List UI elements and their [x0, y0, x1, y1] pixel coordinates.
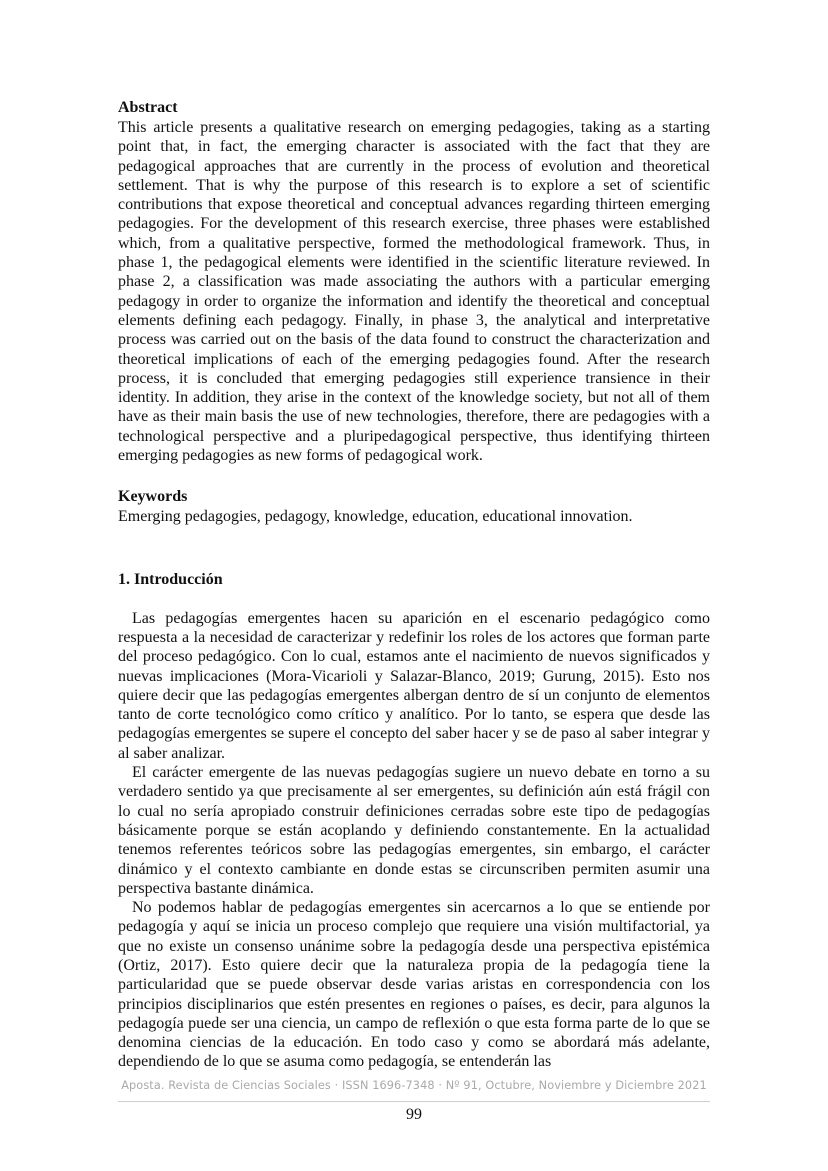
abstract-heading: Abstract — [118, 99, 178, 116]
introduction-heading: 1. Introducción — [118, 570, 223, 588]
page-number: 99 — [406, 1106, 422, 1123]
abstract-section — [118, 98, 710, 465]
introduction-paragraph: El carácter emergente de las nuevas pedagogías sugiere un nuevo debate en torno a su verdadero sentido ya que precisamente al ser emergentes, su definición aún está frágil con lo cual no sería apropiado construir definiciones cerradas sobre este tipo de pedagogías básicamente porque se están acoplando y definiendo constantemente. En la actualidad tenemos referentes teóricos sobre las pedagogías emergentes, sin embargo, el carácter dinámico y el contexto cambiante en donde estas se circunscriben permiten asumir una perspectiva bastante dinámica. — [118, 764, 710, 897]
page-body — [118, 98, 710, 1072]
keywords-section — [118, 487, 710, 526]
keywords-heading: Keywords — [118, 488, 188, 506]
introduction-paragraph: No podemos hablar de pedagogías emergentes sin acercarnos a lo que se entiende por pedagogía y aquí se inicia un proceso complejo que requiere una visión multifactorial, ya que no existe un consenso unánime sobre la pedagogía desde una perspectiva epistémica (Ortiz, 2017). Esto quiere decir que la naturaleza propia de la pedagogía tiene la particularidad que se puede observar desde varias aristas en correspondencia con los principios disciplinarios que estén presentes en regiones o países, es decir, para algunos la pedagogía puede ser una ciencia, un campo de reflexión o que esta forma parte de lo que se denomina ciencias de la educación. En todo caso y como se abordará más adelante, dependiendo de lo que se asuma como pedagogía, se entenderán las — [118, 899, 710, 1071]
introduction-section — [118, 570, 710, 1072]
journal-footer: Aposta. Revista de Ciencias Sociales · ISSN 1696-7348 · Nº 91, Octubre, Noviembre y Diciembre 2021 — [121, 1079, 707, 1092]
introduction-paragraph: Las pedagogías emergentes hacen su aparición en el escenario pedagógico como respuesta a la necesidad de caracterizar y redefinir los roles de los actores que forman parte del proceso pedagógico. Con lo cual, estamos ante el nacimiento de nuevos significados y nuevas implicaciones (Mora-Vicarioli y Salazar-Blanco, 2019; Gurung, 2015). Esto nos quiere decir que las pedagogías emergentes albergan dentro de sí un conjunto de elementos tanto de corte tecnológico como crítico y analítico. Por lo tanto, se espera que desde las pedagogías emergentes se supere el concepto del saber hacer y se de paso al saber integrar y al saber analizar. — [118, 609, 710, 762]
footer-divider — [118, 1101, 710, 1102]
abstract-text: This article presents a qualitative research on emerging pedagogies, taking as a starting point that, in fact, the emerging character is associated with the fact that they are pedagogical approaches that are currently in the process of evolution and theoretical settlement. That is why the purpose of this research is to explore a set of scientific contributions that expose theoretical and conceptual advances regarding thirteen emerging pedagogies. For the development of this research exercise, three phases were established which, from a qualitative perspective, formed the methodological framework. Thus, in phase 1, the pedagogical elements were identified in the scientific literature reviewed. In phase 2, a classification was made associating the authors with a particular emerging pedagogy in order to organize the information and identify the theoretical and conceptual elements defining each pedagogy. Finally, in phase 3, the analytical and interpretative process was carried out on the basis of the data found to construct the characterization and theoretical implications of each of the emerging pedagogies found. After the research process, it is concluded that emerging pedagogies still experience transience in their identity. In addition, they arise in the context of the knowledge society, but not all of them have as their main basis the use of new technologies, therefore, there are pedagogies with a technological perspective and a pluripedagogical perspective, thus identifying thirteen emerging pedagogies as new forms of pedagogical work. — [118, 119, 710, 465]
keywords-text: Emerging pedagogies, pedagogy, knowledge, education, educational innovation. — [118, 508, 633, 526]
